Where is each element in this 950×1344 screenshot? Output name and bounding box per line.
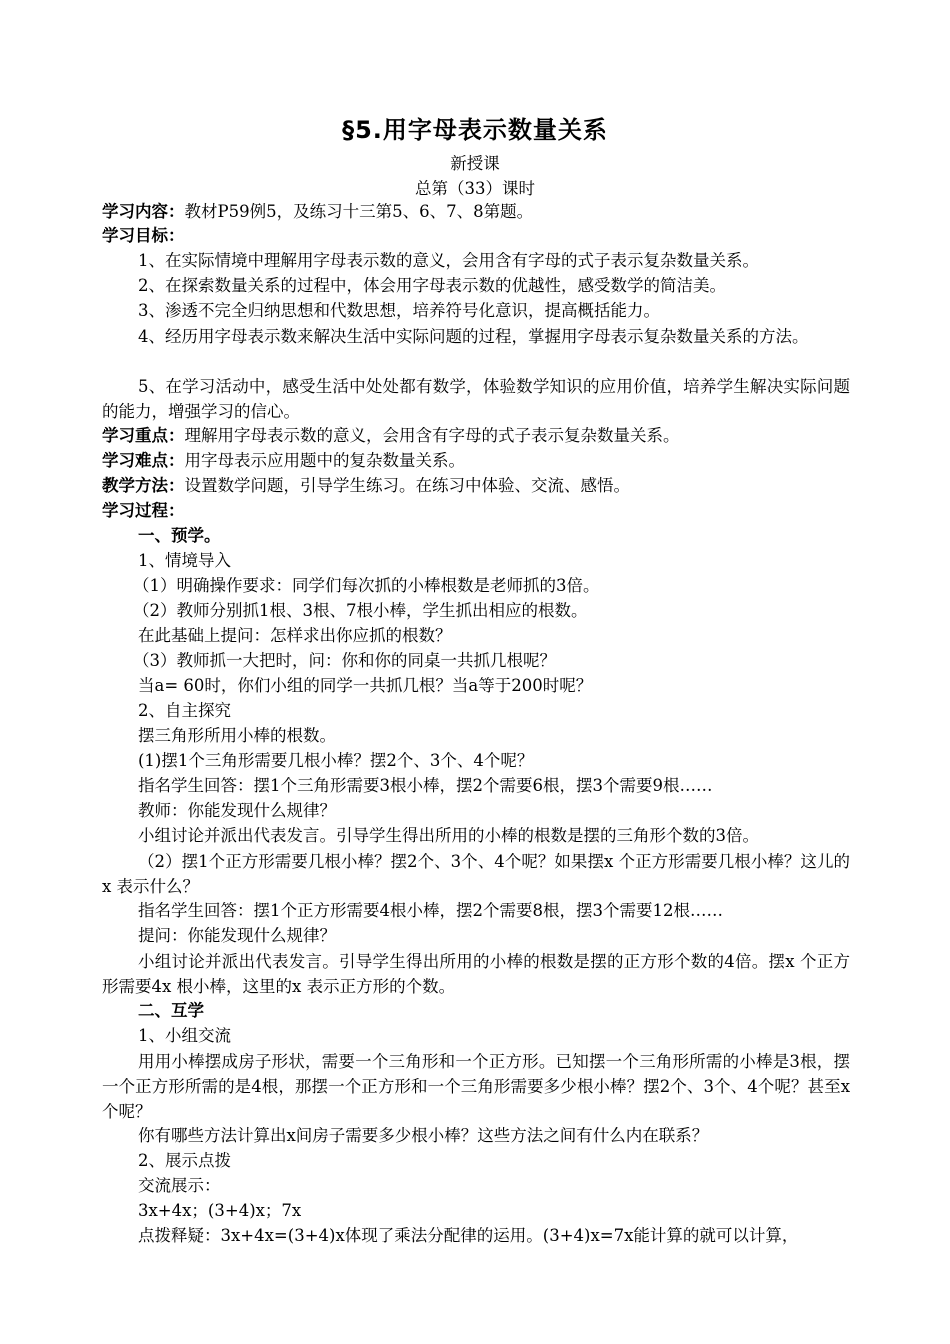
paragraph: 你有哪些方法计算出x间房子需要多少根小棒？这些方法之间有什么内在联系？ bbox=[138, 1126, 709, 1145]
goals-label: 学习目标： bbox=[102, 226, 185, 245]
paragraph: 在此基础上提问：怎样求出你应抓的根数？ bbox=[138, 626, 452, 645]
process-label: 学习过程： bbox=[102, 501, 185, 520]
section-2-heading: 二、互学 bbox=[138, 1001, 204, 1020]
paragraph: （2）教师分别抓1根、3根、7根小棒，学生抓出相应的根数。 bbox=[133, 601, 588, 620]
section-2-item-1: 1、小组交流 bbox=[138, 1026, 231, 1045]
section-1-heading: 一、预学。 bbox=[138, 526, 221, 545]
content-text: 教材P59例5，及练习十三第5、6、7、8第题。 bbox=[184, 202, 534, 221]
goal-2: 2、在探索数量关系的过程中，体会用字母表示数的优越性，感受数学的简洁美。 bbox=[138, 276, 726, 295]
content-line bbox=[102, 200, 533, 224]
paragraph: (1)摆1个三角形需要几根小棒？摆2个、3个、4个呢？ bbox=[138, 751, 534, 770]
section-1-item-2: 2、自主探究 bbox=[138, 701, 231, 720]
difficulty-label: 学习难点： bbox=[102, 451, 185, 470]
paragraph: 当a= 60时，你们小组的同学一共抓几根？当a等于200时呢？ bbox=[138, 676, 593, 695]
method-label: 教学方法： bbox=[102, 476, 185, 495]
difficulty-text: 用字母表示应用题中的复杂数量关系。 bbox=[184, 451, 465, 470]
key-point-text: 理解用字母表示数的意义，会用含有字母的式子表示复杂数量关系。 bbox=[184, 426, 680, 445]
section-1-item-1: 1、情境导入 bbox=[138, 551, 231, 570]
lesson-type: 新授课 bbox=[450, 154, 500, 173]
key-point-label: 学习重点： bbox=[102, 426, 185, 445]
difficulty-line bbox=[102, 449, 465, 473]
paragraph: （1）明确操作要求：同学们每次抓的小棒根数是老师抓的3倍。 bbox=[133, 576, 600, 595]
page-title: §5.用字母表示数量关系 bbox=[342, 116, 608, 144]
paragraph: （2）摆1个正方形需要几根小棒？摆2个、3个、4个呢？如果摆x 个正方形需要几根小棒？这儿的x 表示什么？ bbox=[102, 852, 850, 896]
paragraph: 小组讨论并派出代表发言。引导学生得出所用的小棒的根数是摆的正方形个数的4倍。摆x 个正方形需要4x 根小棒，这里的x 表示正方形的个数。 bbox=[102, 952, 850, 996]
lesson-number: 总第（33）课时 bbox=[415, 179, 535, 198]
goal-1: 1、在实际情境中理解用字母表示数的意义，会用含有字母的式子表示复杂数量关系。 bbox=[138, 251, 759, 270]
paragraph: 教师：你能发现什么规律？ bbox=[138, 801, 336, 820]
paragraph: （3）教师抓一大把时，问：你和你的同桌一共抓几根呢？ bbox=[133, 651, 556, 670]
goal-3: 3、渗透不完全归纳思想和代数思想，培养符号化意识，提高概括能力。 bbox=[138, 301, 660, 320]
paragraph: 提问：你能发现什么规律？ bbox=[138, 926, 336, 945]
section-2-item-2: 2、展示点拨 bbox=[138, 1151, 231, 1170]
goal-4: 4、经历用字母表示数来解决生活中实际问题的过程，掌握用字母表示复杂数量关系的方法。 bbox=[138, 327, 809, 346]
content-label: 学习内容： bbox=[102, 202, 185, 221]
paragraph: 小组讨论并派出代表发言。引导学生得出所用的小棒的根数是摆的三角形个数的3倍。 bbox=[138, 826, 759, 845]
formula-line: 3x+4x；(3+4)x；7x bbox=[138, 1201, 302, 1220]
paragraph: 摆三角形所用小棒的根数。 bbox=[138, 726, 336, 745]
goal-5: 5、在学习活动中，感受生活中处处都有数学，体验数学知识的应用价值，培养学生解决实际问题的能力，增强学习的信心。 bbox=[102, 377, 850, 421]
paragraph: 指名学生回答：摆1个三角形需要3根小棒，摆2个需要6根，摆3个需要9根…… bbox=[138, 776, 713, 795]
paragraph: 点拨释疑：3x+4x=(3+4)x体现了乘法分配律的运用。(3+4)x=7x能计算的就可以计算， bbox=[138, 1226, 799, 1245]
method-text: 设置数学问题，引导学生练习。在练习中体验、交流、感悟。 bbox=[184, 476, 630, 495]
key-point-line bbox=[102, 424, 680, 448]
paragraph: 指名学生回答：摆1个正方形需要4根小棒，摆2个需要8根，摆3个需要12根…… bbox=[138, 901, 723, 920]
paragraph: 用用小棒摆成房子形状，需要一个三角形和一个正方形。已知摆一个三角形所需的小棒是3根，摆一个正方形所需的是4根，那摆一个正方形和一个三角形需要多少根小棒？摆2个、3个、4个呢？甚至x 个呢？ bbox=[102, 1052, 850, 1121]
paragraph: 交流展示： bbox=[138, 1176, 221, 1195]
method-line bbox=[102, 474, 630, 498]
